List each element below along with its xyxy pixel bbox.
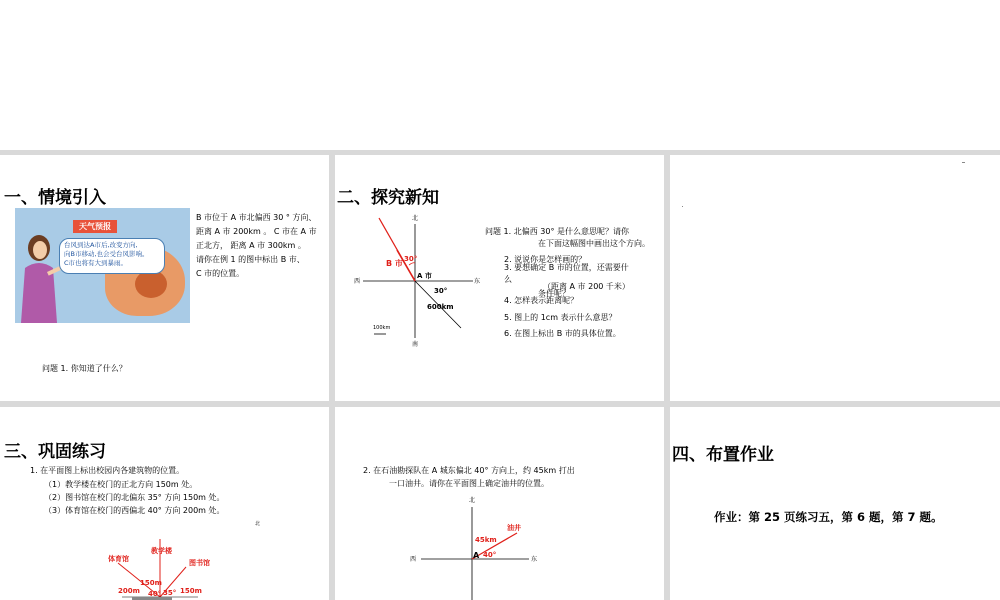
explore-q4: 4. 怎样表示距离呢？ (504, 296, 579, 305)
scale-label: 100km (373, 325, 391, 331)
explore-q5: 5. 图上的 1cm 表示什么意思？ (504, 313, 617, 322)
north-label: 北 (255, 521, 260, 527)
west-label: 西 (410, 556, 417, 563)
west-label: 西 (354, 278, 361, 285)
east-label: 东 (474, 278, 481, 285)
angle-lower-label: 30° (434, 287, 448, 295)
distance-label: 600km (427, 303, 454, 311)
explore-q1-cont: 在下面这幅图中画出这个方向。 (538, 239, 650, 248)
oilwell-diagram (405, 493, 555, 600)
b-city-label: B 市 (386, 259, 403, 268)
slide-practice-oilwell[interactable] (335, 407, 664, 600)
slide-blank[interactable] (670, 155, 1000, 401)
distance-45km: 45km (475, 536, 497, 544)
slide-explore[interactable] (335, 155, 664, 401)
intro-line-4: 请你在例 1 的图中标出 B 市、 (196, 255, 305, 264)
gym-label: 体育馆 (108, 555, 129, 563)
practice-line-1: 1. 在平面图上标出校园内各建筑物的位置。 (30, 466, 185, 475)
oil-well-label: 油井 (507, 524, 521, 532)
question-1: 问题 1. 你知道了什么？ (42, 364, 127, 373)
section-heading: 三、巩固练习 (4, 442, 106, 462)
east-label: 东 (531, 556, 538, 563)
practice-line-2: （1）教学楼在校门的正北方向 150m 处。 (44, 480, 198, 489)
oil-line-2: 一口油井。请你在平面图上确定油井的位置。 (389, 479, 549, 488)
north-label: 北 (412, 215, 419, 222)
stray-mark (682, 206, 683, 207)
intro-line-1: B 市位于 A 市北偏西 30 ° 方向、 (196, 213, 317, 222)
intro-line-5: C 市的位置。 (196, 269, 245, 278)
north-label: 北 (469, 497, 476, 504)
practice-line-3: （2）图书馆在校门的北偏东 35° 方向 150m 处。 (44, 493, 225, 502)
slide-practice[interactable] (0, 407, 329, 600)
explore-q2: 2. 说说你是怎样画的？ (504, 255, 587, 264)
oil-line-1: 2. 在石油勘探队在 A 城东偏北 40° 方向上，约 45km 打出 (363, 466, 575, 475)
library-label: 图书馆 (189, 559, 210, 567)
section-heading: 二、探究新知 (337, 188, 439, 208)
explore-q3-hint: （距离 A 市 200 千米） (543, 282, 630, 291)
stray-mark (962, 162, 965, 163)
weather-title: 天气预报 (73, 220, 117, 233)
storm-region-shape (135, 270, 167, 298)
angle-35: 35° (163, 589, 177, 597)
slide-homework[interactable] (670, 407, 1000, 600)
explore-q3-end: 条件呢？ (538, 289, 570, 298)
section-heading: 一、情境引入 (4, 188, 106, 208)
compass-diagram (335, 210, 485, 350)
campus-diagram (100, 515, 260, 600)
explore-q6: 6. 在图上标出 B 市的具体位置。 (504, 329, 621, 338)
point-a-label: A (473, 551, 480, 560)
slide-situation-intro[interactable] (0, 155, 329, 401)
practice-line-4: （3）体育馆在校门的西偏北 40° 方向 200m 处。 (44, 506, 225, 515)
distance-200: 200m (118, 587, 140, 595)
a-city-label: A 市 (417, 272, 432, 280)
south-label: 南 (412, 341, 419, 348)
weather-forecast-image (15, 208, 190, 323)
explore-q1: 问题 1. 北偏西 30° 是什么意思呢？请你 (485, 227, 629, 236)
intro-line-3: 正北方， 距离 A 市 300km 。 (196, 241, 306, 250)
explore-q3-cont: 么 (504, 275, 512, 284)
distance-150-ne: 150m (180, 587, 202, 595)
angle-40: 40° (483, 551, 497, 559)
presenter-figure (17, 228, 61, 323)
intro-line-2: 距离 A 市 200km 。 C 市在 A 市 (196, 227, 317, 236)
homework-text: 作业：第 25 页练习五，第 6 题，第 7 题。 (714, 510, 943, 524)
speech-bubble: 台风到达A市后,改变方向, 向B市移动,也会受台风影响。 C市也将有大到暴雨。 (59, 238, 165, 274)
teaching-building-label: 教学楼 (151, 547, 172, 555)
angle-40: 40° (148, 590, 162, 598)
distance-150-north: 150m (140, 579, 162, 587)
explore-q3: 3. 要想确定 B 市的位置，还需要什 (504, 263, 629, 272)
angle-b-label: 30° (404, 255, 418, 263)
section-heading: 四、布置作业 (672, 445, 774, 465)
